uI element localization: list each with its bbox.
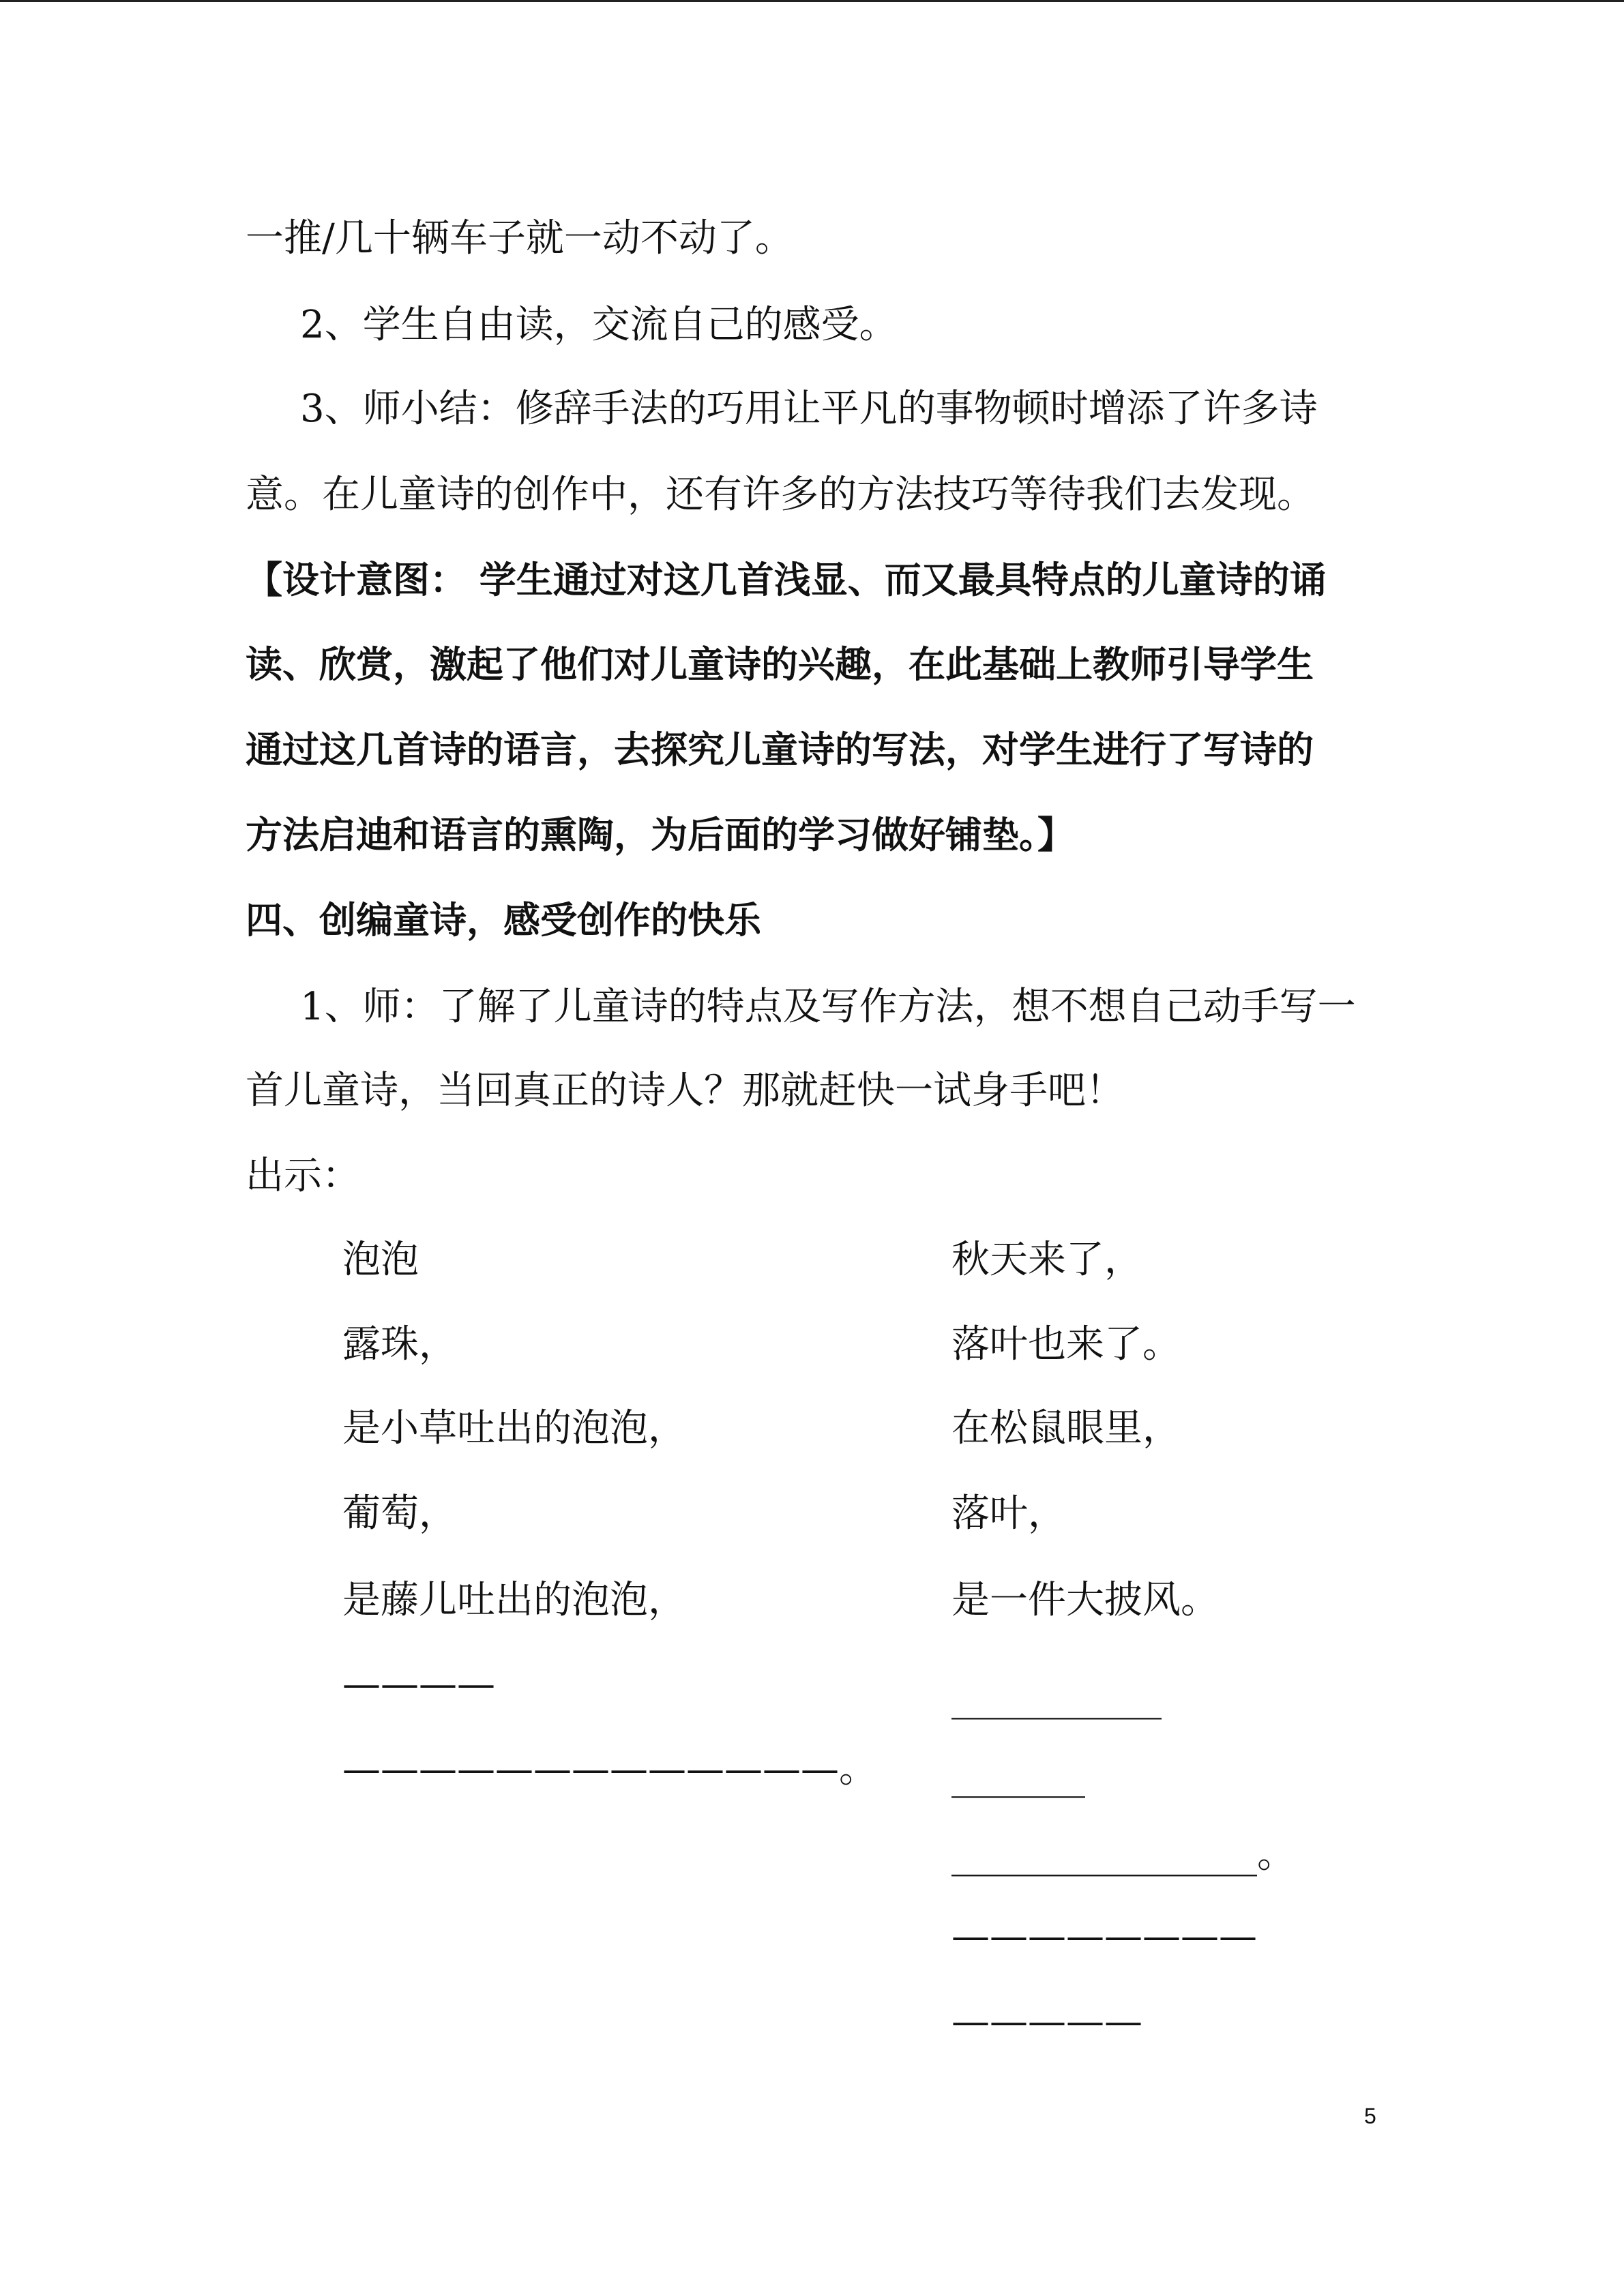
poem-right-line: 是一件大披风。 xyxy=(951,1578,1219,1622)
paragraph: 意。在儿童诗的创作中，还有许多的方法技巧等待我们去发现。 xyxy=(246,473,1315,517)
poem-right-blank: ________________。 xyxy=(951,1832,1295,1877)
section-heading: 四、创编童诗，感受创作的快乐 xyxy=(246,899,761,942)
paragraph: 一推/几十辆车子就一动不动了。 xyxy=(246,216,793,260)
poem-right-line: 落叶也来了。 xyxy=(951,1322,1181,1367)
show-label: 出示： xyxy=(246,1154,360,1198)
poem-right-blank: ————— xyxy=(951,1999,1142,2044)
design-intent-line: 读、欣赏，激起了他们对儿童诗的兴趣，在此基础上教师引导学生 xyxy=(246,643,1314,686)
poem-left-line: 露珠， xyxy=(342,1322,457,1367)
poem-left-blank: —————————————。 xyxy=(342,1747,877,1791)
paragraph: 首儿童诗，当回真正的诗人？那就赶快一试身手吧！ xyxy=(246,1069,1124,1113)
paragraph: 1、师：了解了儿童诗的特点及写作方法，想不想自己动手写一 xyxy=(300,985,1356,1029)
poem-right-blank: _______ xyxy=(951,1754,1085,1798)
poem-left-line: 是小草吐出的泡泡， xyxy=(342,1406,686,1450)
poem-right-line: 秋天来了， xyxy=(951,1238,1142,1282)
poem-left-line: 葡萄， xyxy=(342,1491,457,1536)
design-intent-line: 通过这几首诗的语言，去探究儿童诗的写法，对学生进行了写诗的 xyxy=(246,728,1314,771)
page-number: 5 xyxy=(1364,2104,1376,2128)
poem-right-blank: ———————— xyxy=(951,1914,1257,1958)
poem-right-line: 在松鼠眼里， xyxy=(951,1406,1181,1450)
design-intent-line: 方法启迪和语言的熏陶，为后面的学习做好铺垫。】 xyxy=(246,814,1074,856)
poem-right-blank: ___________ xyxy=(951,1675,1162,1720)
paragraph: 3、师小结：修辞手法的巧用让平凡的事物顿时增添了许多诗 xyxy=(300,387,1318,431)
poem-right-line: 落叶， xyxy=(951,1491,1066,1536)
design-intent-line: 【设计意图： 学生通过对这几首浅显、而又最具特点的儿童诗的诵 xyxy=(246,558,1327,601)
poem-left-line: 是藤儿吐出的泡泡， xyxy=(342,1578,686,1622)
poem-left-blank: ———— xyxy=(342,1662,495,1706)
paragraph: 2、学生自由读，交流自己的感受。 xyxy=(300,303,898,347)
top-border xyxy=(0,0,1624,2)
poem-left-title: 泡泡 xyxy=(342,1238,419,1282)
